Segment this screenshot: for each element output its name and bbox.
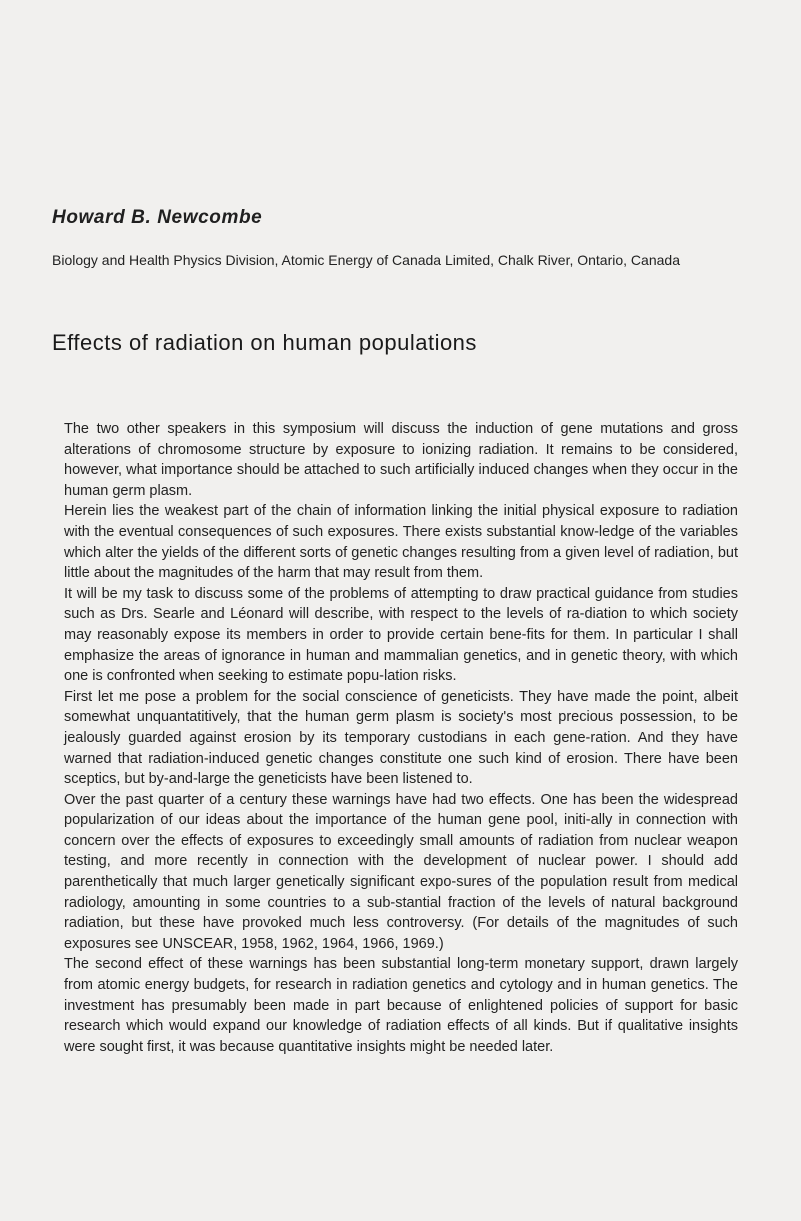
paragraph: The two other speakers in this symposium will discuss the induction of gene mutations and gross alterations of chromosome structure by exposure to ionizing radiation. It remains to be considered, however, what importance should be attached to such artificially induced changes when they occur in the human germ plasm. — [64, 421, 738, 499]
paper-title: Effects of radiation on human populations — [52, 330, 477, 355]
paragraph: It will be my task to discuss some of the problems of attempting to draw practical guidance from studies such as Drs. Searle and Léonard will describe, with respect to the levels of ra-diation to which society may reasonably expose its members in order to provide certain bene-fits for them. In particular I shall emphasize the areas of ignorance in human and mammalian genetics, and in genetic theory, with which one is confronted when seeking to estimate popu-lation risks. — [64, 585, 738, 685]
paragraph: Over the past quarter of a century these warnings have had two effects. One has been the widespread popularization of our ideas about the importance of the human gene pool, initi-ally in connection with concern over the effects of exposures to exceedingly small amounts of radiation from nuclear weapon testing, and more recently in connection with the development of nuclear power. I should add parenthetically that much larger genetically significant expo-sures of the population result from medical radiology, amounting in some countries to a sub-stantial fraction of the levels of natural background radiation, but these have provoked much less controversy. (For details of the magnitudes of such exposures see UNSCEAR, 1958, 1962, 1964, 1966, 1969.) — [64, 791, 738, 952]
paragraph: First let me pose a problem for the social conscience of geneticists. They have made the point, albeit somewhat unquantatitively, that the human germ plasm is society's most precious possession, to be jealously guarded against erosion by its temporary custodians in each gene-ration. And they have warned that radiation-induced genetic changes constitute one such kind of erosion. There have been sceptics, but by-and-large the geneticists have been listened to. — [64, 688, 738, 788]
author-name: Howard B. Newcombe — [52, 207, 263, 228]
body-text — [64, 419, 738, 1057]
paragraph: Herein lies the weakest part of the chain of information linking the initial physical exposure to radiation with the eventual consequences of such exposures. There exists substantial know-ledge of the variables which alter the yields of the different sorts of genetic changes resulting from a given level of radiation, but little about the magnitudes of the harm that may result from them. — [64, 503, 738, 582]
paragraph: The second effect of these warnings has been substantial long-term monetary support, drawn largely from atomic energy budgets, for research in radiation genetics and cytology and in human genetics. The investment has presumably been made in part because of enlightened policies of support for basic research which would expand our knowledge of radiation effects of all kinds. But if qualitative insights were sought first, it was because quantitative insights might be needed later. — [64, 956, 738, 1055]
author-affiliation: Biology and Health Physics Division, Atomic Energy of Canada Limited, Chalk River, Ontario, Canada — [52, 252, 680, 268]
